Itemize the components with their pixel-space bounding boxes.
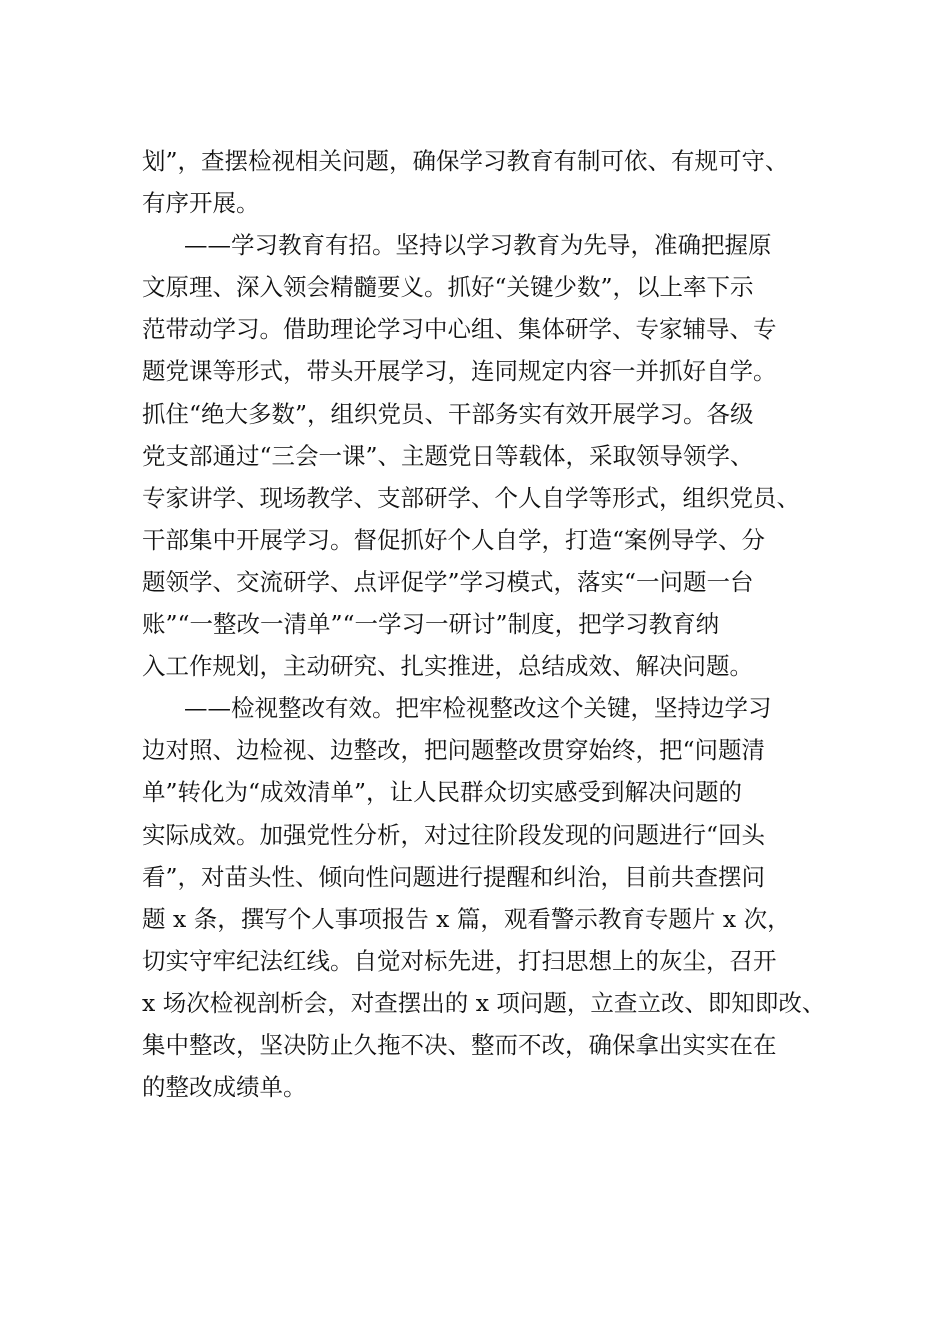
text-line: 范带动学习。借助理论学习中心组、集体研学、专家辅导、专: [142, 315, 777, 344]
text-line: 单”转化为“成效清单”，让人民群众切实感受到解决问题的: [142, 778, 743, 807]
text-line: 题党课等形式，带头开展学习，连同规定内容一并抓好自学。: [142, 357, 777, 386]
text-line: 实际成效。加强党性分析，对过往阶段发现的问题进行“回头: [142, 820, 766, 849]
text-line: 的整改成绩单。: [142, 1073, 307, 1102]
text-line: 党支部通过“三会一课”、主题党日等载体，采取领导领学、: [142, 441, 754, 470]
text-line: 文原理、深入领会精髓要义。抓好“关键少数”，以上率下示: [142, 273, 754, 302]
paragraph-start-line: ——检视整改有效。把牢检视整改这个关键，坚持边学习: [184, 694, 772, 723]
text-line: 题领学、交流研学、点评促学”学习模式，落实“一问题一台: [142, 567, 754, 596]
text-line: 集中整改，坚决防止久拖不决、整而不改，确保拿出实实在在: [142, 1030, 777, 1059]
text-line: x 场次检视剖析会，对查摆出的 x 项问题，立查立改、即知即改、: [142, 988, 826, 1017]
text-line: 边对照、边检视、边整改，把问题整改贯穿始终，把“问题清: [142, 736, 766, 765]
text-line: 划”，查摆检视相关问题，确保学习教育有制可依、有规可守、: [142, 147, 789, 175]
text-line: 干部集中开展学习。督促抓好个人自学，打造“案例导学、分: [142, 525, 766, 554]
text-line: 入工作规划，主动研究、扎实推进，总结成效、解决问题。: [142, 652, 753, 681]
text-line: 看”，对苗头性、倾向性问题进行提醒和纠治，目前共查摆问: [142, 862, 766, 891]
text-line: 切实守牢纪法红线。自觉对标先进，打扫思想上的灰尘，召开: [142, 946, 777, 975]
paragraph-start-line: ——学习教育有招。坚持以学习教育为先导，准确把握原: [184, 231, 772, 260]
text-line: 专家讲学、现场教学、支部研学、个人自学等形式，组织党员、: [142, 483, 800, 512]
text-line: 有序开展。: [142, 189, 260, 218]
document-body: [142, 140, 842, 1108]
text-line: 账”“一整改一清单”“一学习一研讨”制度，把学习教育纳: [142, 610, 720, 639]
text-line: 抓住“绝大多数”，组织党员、干部务实有效开展学习。各级: [142, 399, 754, 428]
text-line: 题 x 条，撰写个人事项报告 x 篇，观看警示教育专题片 x 次，: [142, 904, 791, 933]
